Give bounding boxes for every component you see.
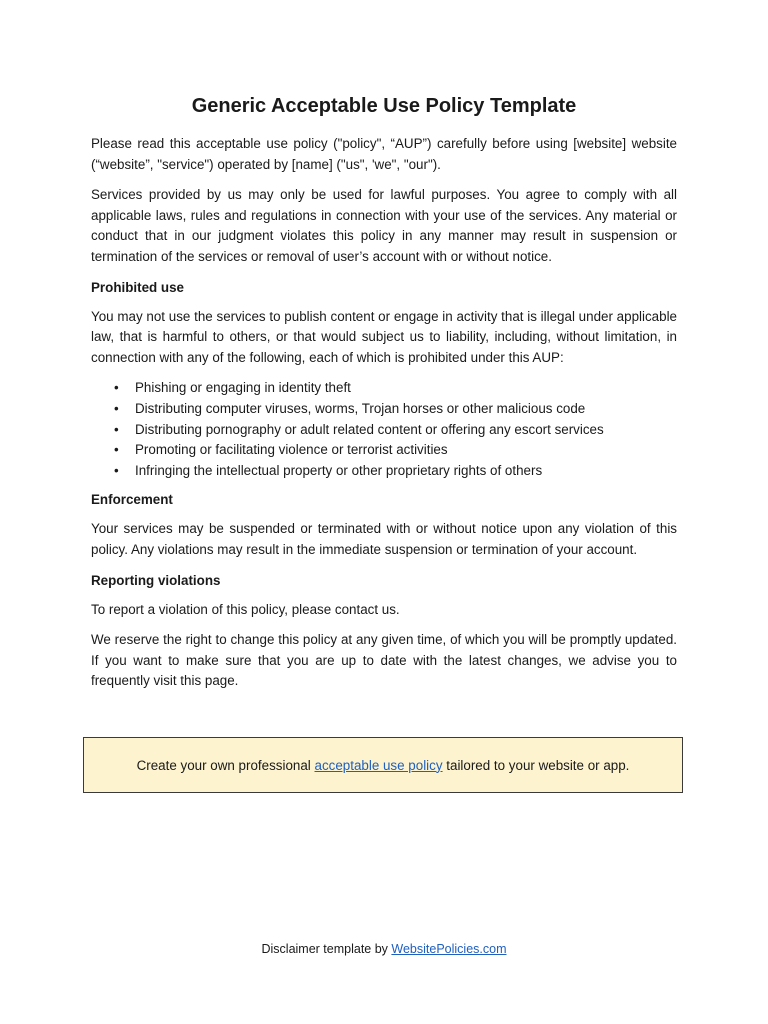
enforcement-heading: Enforcement (91, 492, 173, 508)
list-item (91, 420, 677, 441)
lawful-use-paragraph: Services provided by us may only be used for lawful purposes. You agree to comply with all applicable laws, rules and regulations in connection with your use of the services. Any material or conduct that in our judgment violates this policy in any manner may result in suspension or termination of the services or removal of user’s account with or without notice. (91, 187, 677, 264)
bullet-icon: • (114, 400, 119, 416)
list-item-text: Infringing the intellectual property or other proprietary rights of others (135, 462, 543, 478)
prohibited-use-heading: Prohibited use (91, 279, 185, 295)
list-item (91, 378, 677, 399)
footer-text: Disclaimer template by (261, 942, 392, 956)
footer-disclaimer (0, 942, 768, 956)
bullet-icon: • (114, 421, 119, 437)
acceptable-use-policy-link[interactable]: acceptable use policy (314, 757, 443, 773)
prohibited-use-paragraph: You may not use the services to publish content or engage in activity that is illegal under applicable law, that is harmful to others, or that would subject us to liability, including, without limitation, in connection with any of the following, each of which is prohibited under this AUP: (91, 308, 677, 365)
bullet-icon: • (114, 442, 119, 458)
list-item-text: Distributing computer viruses, worms, Trojan horses or other malicious code (135, 400, 586, 416)
callout-text-after: tailored to your website or app. (446, 757, 630, 773)
document-title: Generic Acceptable Use Policy Template (191, 95, 577, 117)
list-item-text: Promoting or facilitating violence or terrorist activities (135, 442, 448, 458)
intro-paragraph: Please read this acceptable use policy ("policy", “AUP”) carefully before using [website] website (“website”, "service") operated by [name] ("us", 'we", "our"). (91, 136, 677, 172)
list-item (91, 461, 677, 482)
list-item-text: Phishing or engaging in identity theft (135, 380, 351, 396)
promo-callout (83, 737, 683, 793)
enforcement-paragraph: Your services may be suspended or terminated with or without notice upon any violation of this policy. Any violations may result in the immediate suspension or termination of your account. (91, 521, 677, 557)
policy-changes-paragraph: We reserve the right to change this policy at any given time, of which you will be promptly updated. If you want to make sure that you are up to date with the latest changes, we advise you to frequently visit this page. (91, 632, 677, 689)
list-item (91, 440, 677, 461)
reporting-violations-heading: Reporting violations (91, 572, 221, 588)
bullet-icon: • (114, 380, 119, 396)
reporting-paragraph: To report a violation of this policy, please contact us. (91, 601, 400, 617)
prohibited-list (91, 378, 677, 481)
websitepolicies-link[interactable]: WebsitePolicies.com (391, 942, 507, 956)
list-item-text: Distributing pornography or adult related content or offering any escort services (135, 421, 604, 437)
list-item (91, 399, 677, 420)
callout-text-before: Create your own professional (136, 757, 311, 773)
bullet-icon: • (114, 462, 119, 478)
document-body (91, 92, 677, 702)
